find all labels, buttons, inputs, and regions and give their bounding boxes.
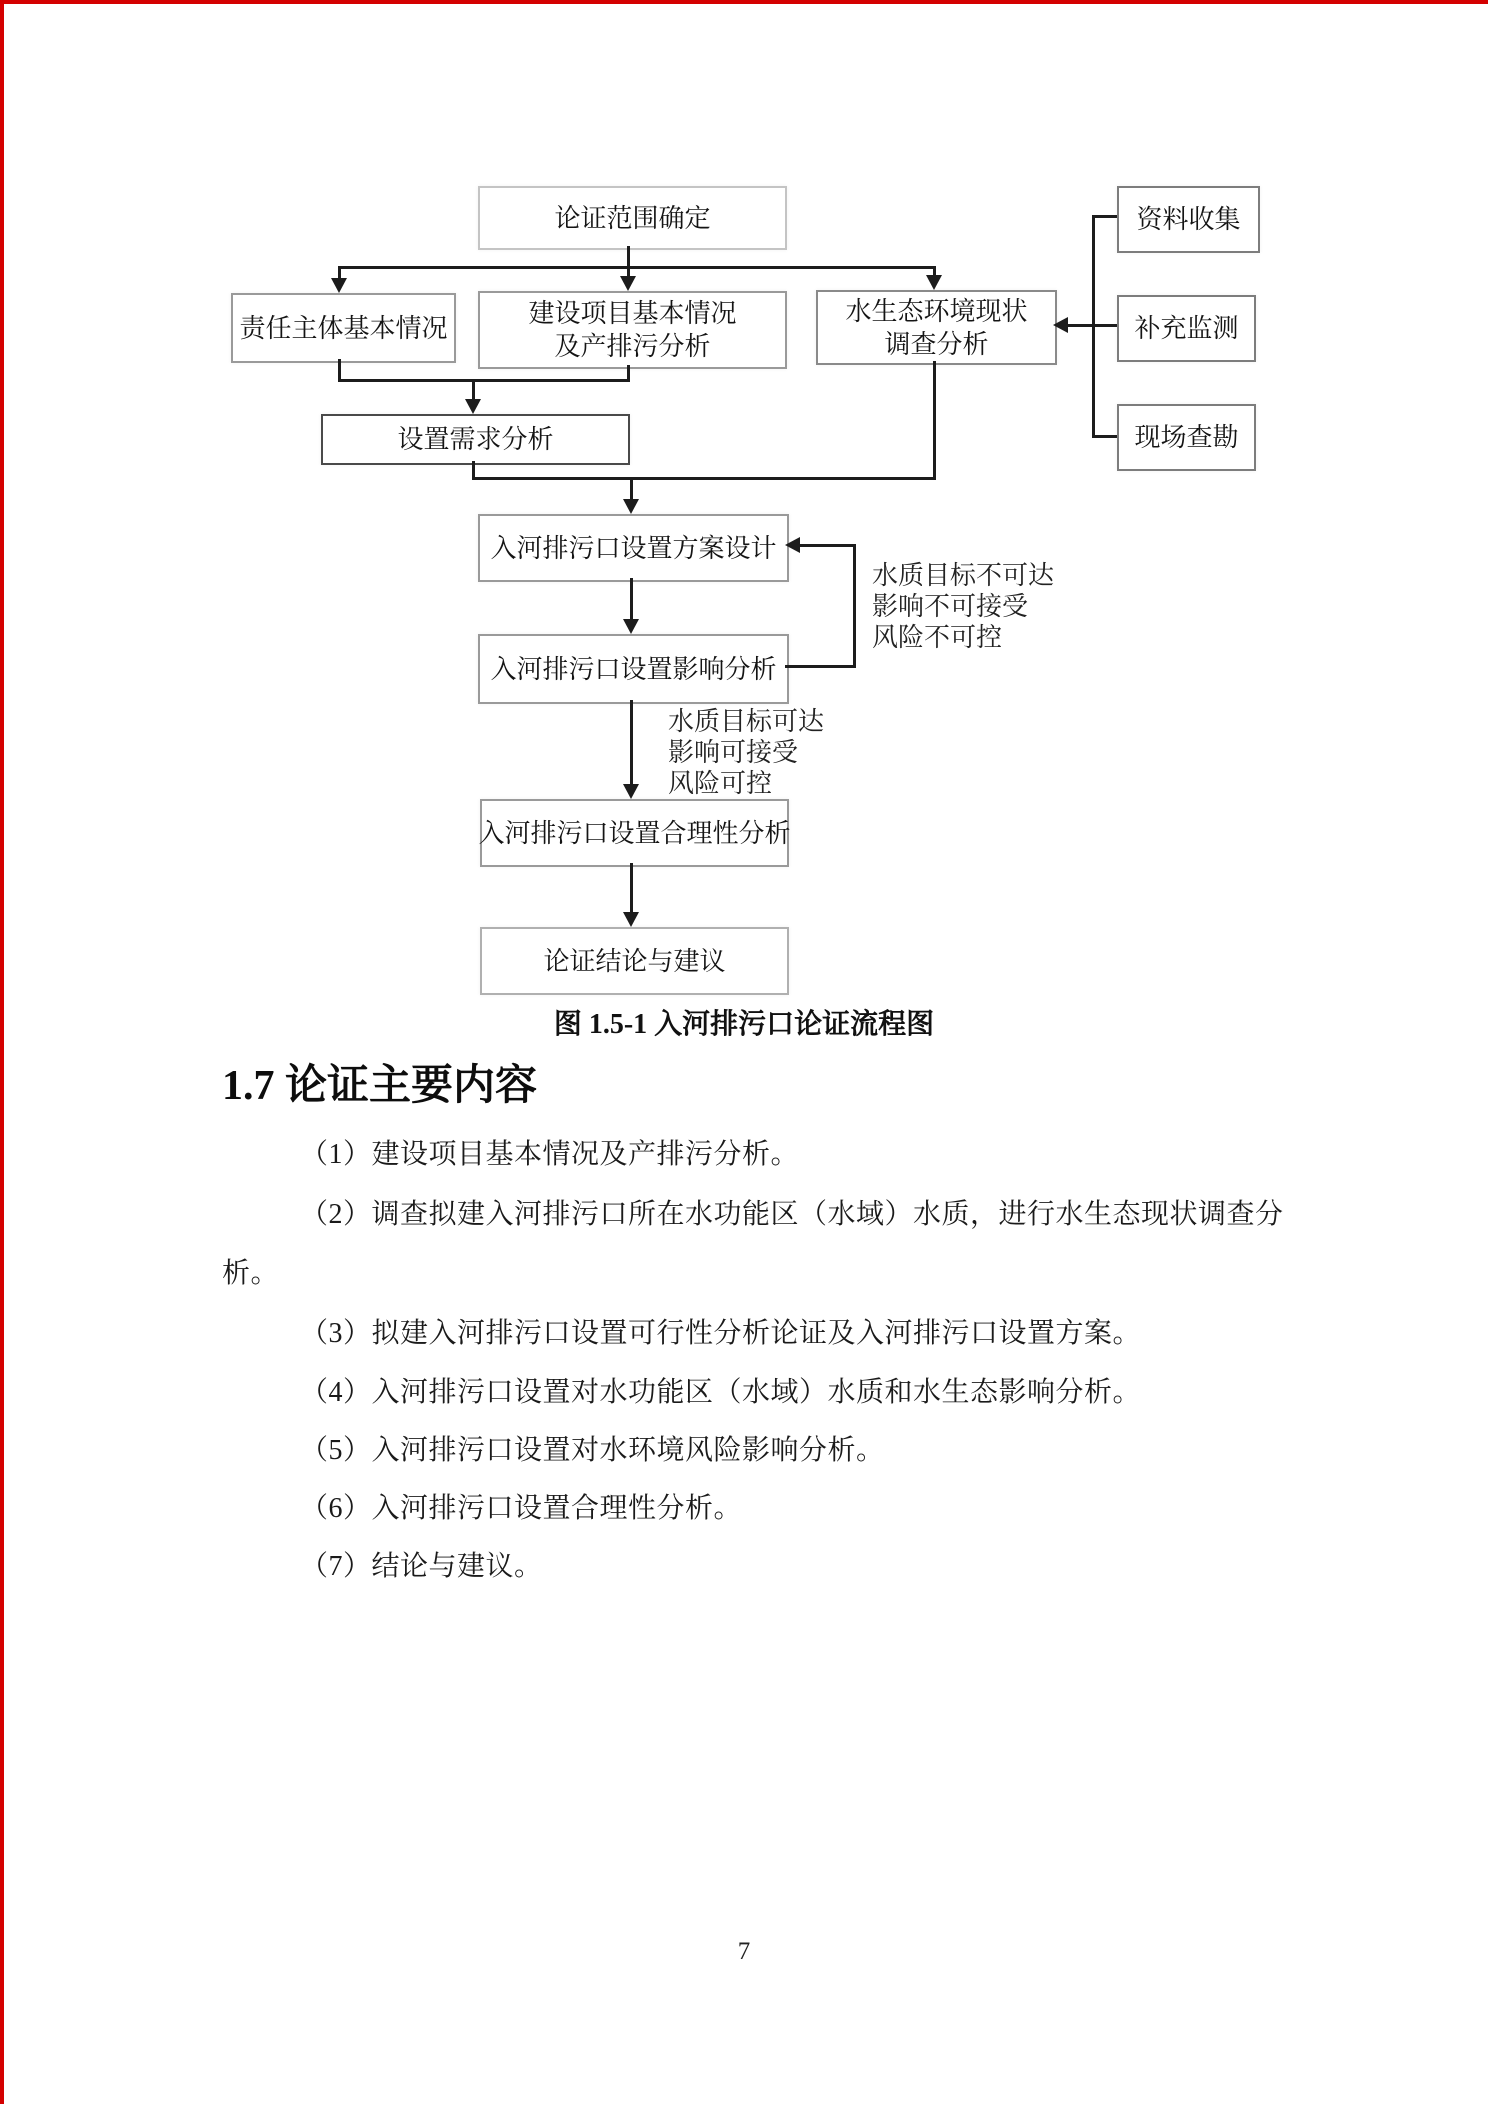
flow-connector-feedback <box>799 544 856 547</box>
body-line-8: （7）结论与建议。 <box>300 1551 543 1582</box>
flow-connector-feedback <box>853 544 856 668</box>
flow-connector <box>630 578 633 620</box>
flow-label-not-acceptable-line2: 影响不可接受 <box>872 592 1029 621</box>
flow-node-responsible <box>231 293 456 363</box>
flow-arrowhead-down <box>623 619 639 634</box>
flow-label-not-acceptable-line3: 风险不可控 <box>872 623 1003 652</box>
page-number: 7 <box>737 1938 751 1965</box>
flow-label-acceptable-line1: 水质目标可达 <box>668 707 825 736</box>
flow-node-aquatic-label-line2: 调查分析 <box>884 329 989 359</box>
flow-node-rationality-analysis <box>480 799 789 867</box>
flow-node-scheme-design-label: 入河排污口设置方案设计 <box>490 533 777 563</box>
body-line-2: （2）调查拟建入河排污口所在水功能区（水域）水质，进行水生态现状调查分 <box>300 1199 1284 1230</box>
flow-arrowhead-down <box>623 499 639 514</box>
flow-node-scope <box>478 186 787 250</box>
flow-node-conclusion-label: 论证结论与建议 <box>543 946 726 976</box>
body-line-3: 析。 <box>222 1258 280 1289</box>
body-line-6: （5）入河排污口设置对水环境风险影响分析。 <box>300 1435 885 1466</box>
flow-node-project <box>478 291 787 369</box>
flow-arrowhead-down <box>926 275 942 290</box>
flow-node-supplement-monitoring <box>1117 295 1256 362</box>
flow-node-rationality-analysis-label: 入河排污口设置合理性分析 <box>478 818 791 848</box>
flow-label-not-acceptable <box>872 560 1054 653</box>
flow-node-need-analysis-label: 设置需求分析 <box>397 425 554 454</box>
flow-connector-bracket <box>1068 324 1117 327</box>
flow-label-acceptable-line2: 影响可接受 <box>668 738 799 767</box>
figure-caption: 图 1.5-1 入河排污口论证流程图 <box>553 1009 935 1040</box>
flowchart-scoping-process <box>0 0 1488 1050</box>
body-line-4: （3）拟建入河排污口设置可行性分析论证及入河排污口设置方案。 <box>300 1318 1142 1349</box>
flow-connector <box>630 863 633 914</box>
flow-connector-bracket <box>1092 215 1117 218</box>
flow-connector <box>933 361 936 480</box>
flow-node-project-label-line2: 及产排污分析 <box>554 332 711 361</box>
flow-arrowhead-down <box>620 276 636 291</box>
flow-node-aquatic-label-line1: 水生态环境现状 <box>845 296 1028 326</box>
section-heading: 1.7 论证主要内容 <box>222 1063 538 1109</box>
flow-label-acceptable <box>668 706 824 799</box>
flow-node-data-collection <box>1117 186 1260 253</box>
flow-node-site-survey <box>1117 404 1256 471</box>
body-line-1: （1）建设项目基本情况及产排污分析。 <box>300 1139 800 1170</box>
flow-arrowhead-left <box>1053 317 1068 333</box>
flow-arrowhead-left <box>785 537 800 553</box>
flow-connector <box>630 477 633 500</box>
flow-node-need-analysis <box>321 414 630 465</box>
body-line-7: （6）入河排污口设置合理性分析。 <box>300 1493 743 1524</box>
flow-connector-feedback <box>785 665 856 668</box>
flow-node-scheme-design <box>478 514 789 582</box>
flow-arrowhead-down <box>623 784 639 799</box>
flow-node-scope-label: 论证范围确定 <box>554 203 711 233</box>
flow-connector <box>630 700 633 786</box>
flow-arrowhead-down <box>465 399 481 414</box>
flow-arrowhead-down <box>331 278 347 293</box>
flow-label-acceptable-line3: 风险可控 <box>668 769 773 798</box>
flow-connector <box>338 379 630 382</box>
flow-node-conclusion <box>480 927 789 995</box>
body-line-5: （4）入河排污口设置对水功能区（水域）水质和水生态影响分析。 <box>300 1377 1142 1408</box>
flow-node-project-label-line1: 建设项目基本情况 <box>528 299 737 328</box>
flow-connector <box>627 246 630 277</box>
flow-connector-bracket <box>1092 435 1117 438</box>
flow-node-impact-analysis <box>478 634 789 704</box>
flow-node-aquatic-status <box>816 290 1057 365</box>
flow-label-not-acceptable-line1: 水质目标不可达 <box>872 561 1055 590</box>
flow-node-responsible-label: 责任主体基本情况 <box>239 313 448 343</box>
flow-connector <box>338 266 935 269</box>
flow-node-site-survey-label: 现场查勘 <box>1134 423 1239 452</box>
flow-node-data-collection-label: 资料收集 <box>1136 205 1241 234</box>
flow-connector <box>472 477 936 480</box>
flow-arrowhead-down <box>623 912 639 927</box>
flow-node-impact-analysis-label: 入河排污口设置影响分析 <box>490 654 777 684</box>
flow-connector <box>472 379 475 400</box>
flow-node-supplement-monitoring-label: 补充监测 <box>1134 314 1239 343</box>
